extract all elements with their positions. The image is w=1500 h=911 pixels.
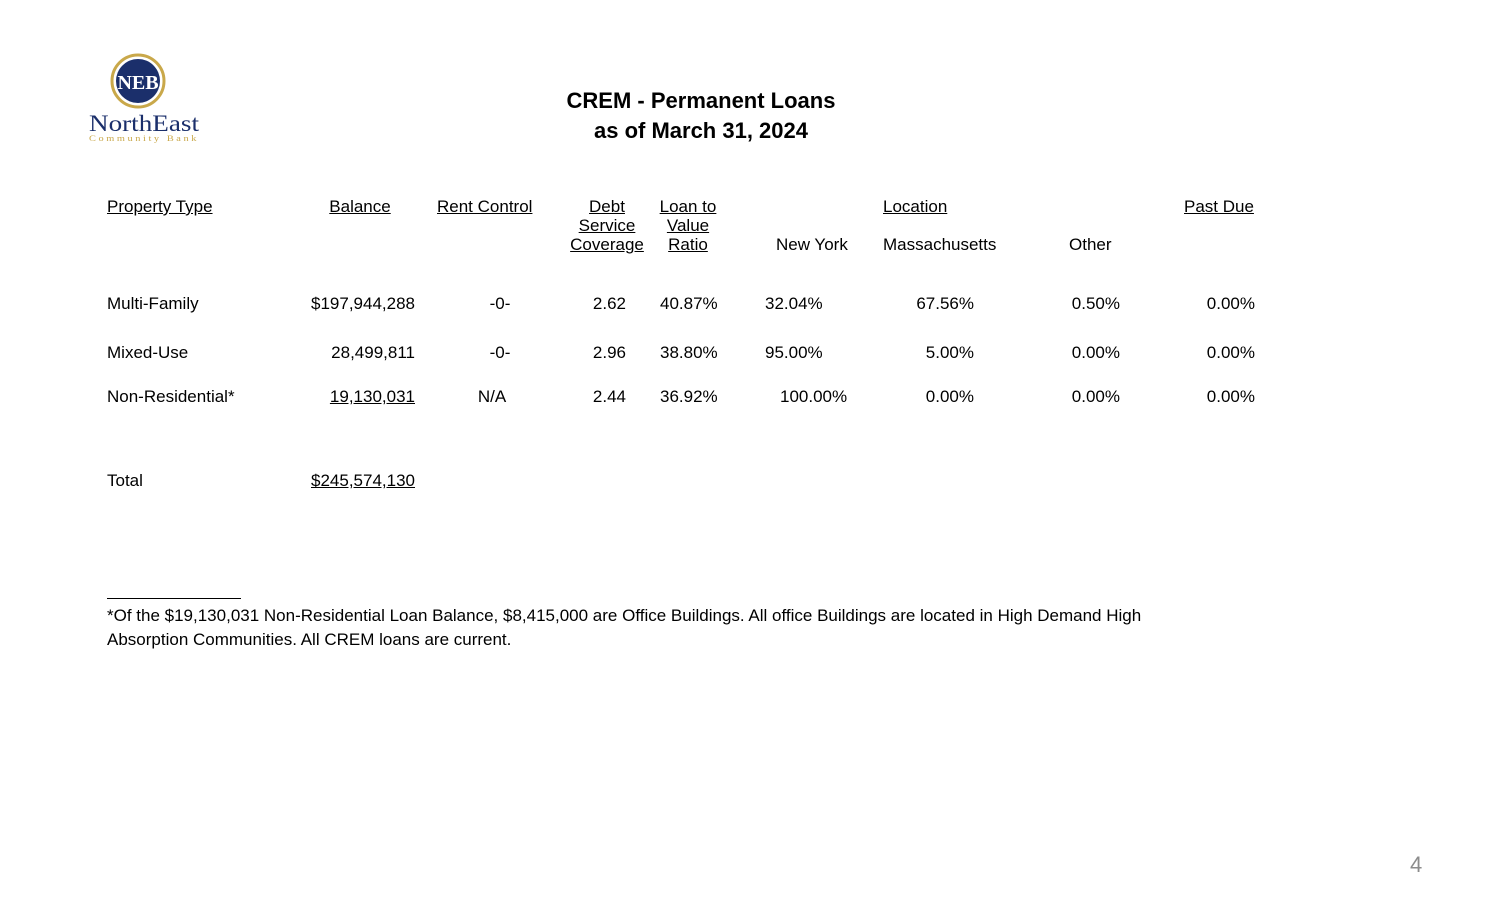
footnote-line2: Absorption Communities. All CREM loans are current. bbox=[107, 630, 512, 649]
row-non-residential-balance: 19,130,031 bbox=[329, 387, 415, 406]
row-multi-family-rent-control: -0- bbox=[489, 294, 511, 313]
header-location: Location bbox=[883, 197, 948, 216]
row-mixed-use-balance: 28,499,811 bbox=[331, 343, 415, 362]
footnote-line1: *Of the $19,130,031 Non-Residential Loan Balance, $8,415,000 are Office Buildings. All office Buildings are located in High Demand High bbox=[107, 606, 1142, 625]
footnote-rule bbox=[107, 598, 241, 599]
header-new-york: New York bbox=[776, 235, 848, 254]
header-ltv-line3: Ratio bbox=[668, 235, 708, 254]
header-past-due: Past Due bbox=[1184, 197, 1254, 216]
row-mixed-use-dsc: 2.96 bbox=[592, 343, 626, 362]
page-title: CREM - Permanent Loans bbox=[566, 88, 836, 113]
row-non-residential-type: Non-Residential* bbox=[107, 387, 235, 406]
logo-name: NorthEast bbox=[89, 111, 200, 136]
row-non-residential-other: 0.00% bbox=[1071, 387, 1120, 406]
row-mixed-use-rent-control: -0- bbox=[489, 343, 511, 362]
row-multi-family-ltv: 40.87% bbox=[660, 294, 718, 313]
row-mixed-use-ny: 95.00% bbox=[765, 343, 823, 362]
page-number: 4 bbox=[1410, 852, 1423, 877]
header-property-type: Property Type bbox=[107, 197, 213, 216]
row-non-residential-ma: 0.00% bbox=[925, 387, 974, 406]
row-mixed-use-ltv: 38.80% bbox=[660, 343, 718, 362]
header-balance: Balance bbox=[329, 197, 391, 216]
row-multi-family-dsc: 2.62 bbox=[592, 294, 626, 313]
row-multi-family-past-due: 0.00% bbox=[1206, 294, 1255, 313]
header-ltv-line2: Value bbox=[666, 216, 710, 235]
row-mixed-use-ma: 5.00% bbox=[925, 343, 974, 362]
header-massachusetts: Massachusetts bbox=[883, 235, 997, 254]
header-rent-control: Rent Control bbox=[437, 197, 533, 216]
row-non-residential-ltv: 36.92% bbox=[660, 387, 718, 406]
logo-mark: NEB bbox=[117, 72, 159, 94]
row-non-residential-past-due: 0.00% bbox=[1206, 387, 1255, 406]
total-label: Total bbox=[107, 471, 143, 490]
row-non-residential-rent-control: N/A bbox=[477, 387, 507, 406]
header-dsc-line1: Debt bbox=[589, 197, 625, 216]
row-mixed-use-type: Mixed-Use bbox=[107, 343, 189, 362]
bank-logo bbox=[82, 50, 206, 146]
page-subtitle: as of March 31, 2024 bbox=[593, 118, 808, 143]
row-non-residential-dsc: 2.44 bbox=[592, 387, 626, 406]
row-multi-family-ny: 32.04% bbox=[765, 294, 823, 313]
header-other: Other bbox=[1069, 235, 1112, 254]
row-mixed-use-past-due: 0.00% bbox=[1206, 343, 1255, 362]
header-dsc-line3: Coverage bbox=[570, 235, 644, 254]
row-mixed-use-other: 0.00% bbox=[1071, 343, 1120, 362]
row-non-residential-ny: 100.00% bbox=[780, 387, 848, 406]
row-multi-family-other: 0.50% bbox=[1071, 294, 1120, 313]
header-ltv-line1: Loan to bbox=[659, 197, 717, 216]
header-dsc-line2: Service bbox=[578, 216, 636, 235]
row-multi-family-type: Multi-Family bbox=[107, 294, 199, 313]
row-multi-family-ma: 67.56% bbox=[916, 294, 974, 313]
logo-tagline: Community Bank bbox=[89, 134, 199, 143]
row-multi-family-balance: $197,944,288 bbox=[311, 294, 415, 313]
total-balance: $245,574,130 bbox=[311, 471, 415, 490]
